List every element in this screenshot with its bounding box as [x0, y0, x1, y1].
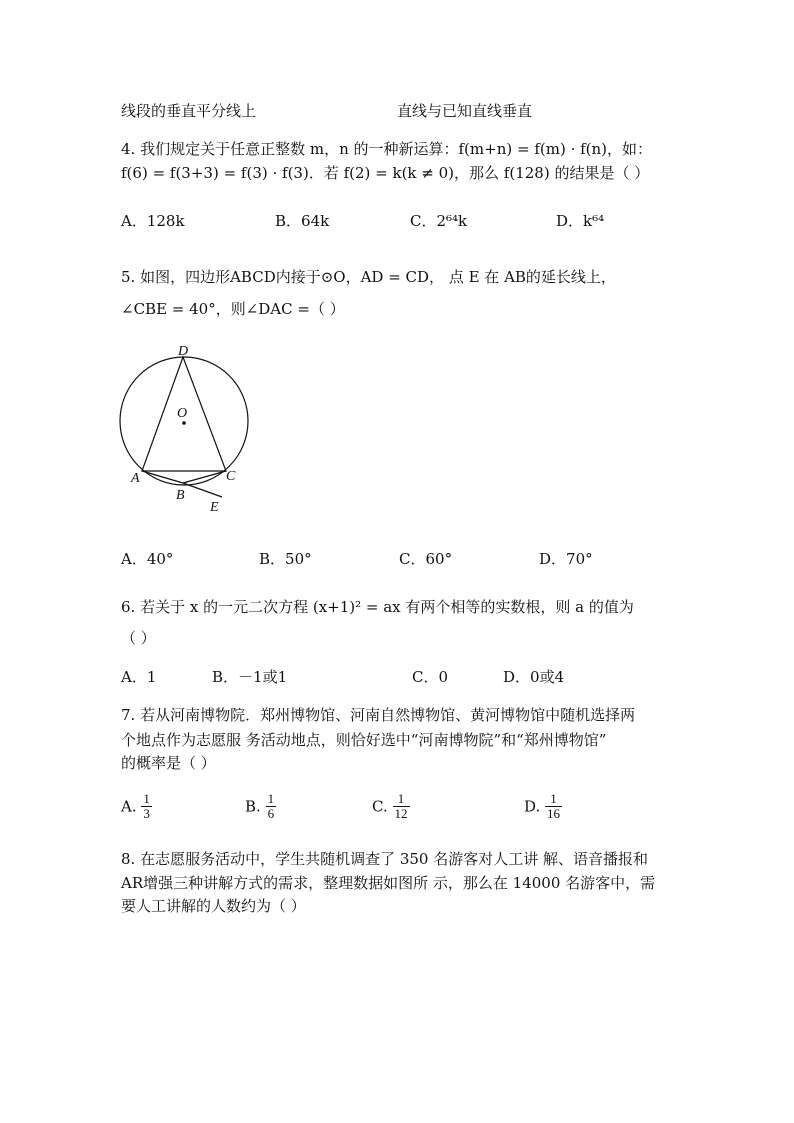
q7-option-d-numerator: 1: [545, 792, 562, 807]
q7-option-d-label: D.: [524, 797, 541, 816]
q7-line2: 个地点作为志愿服 务活动地点，则恰好选中“河南博物院”和“郑州博物馆”: [121, 731, 607, 749]
q7-option-c-label: C.: [372, 797, 388, 816]
label-b: B: [176, 488, 185, 503]
q5-option-b: B．50°: [259, 550, 312, 568]
q4-option-c: C．2⁶⁴k: [410, 212, 468, 230]
q4-option-b: B．64k: [275, 212, 330, 230]
q5-option-d: D．70°: [539, 550, 593, 568]
q7-option-b-denominator: 6: [267, 806, 275, 821]
q6-option-a: A．1: [121, 668, 157, 686]
q7-option-b-numerator: 1: [267, 791, 275, 806]
q6-option-c: C．0: [412, 668, 449, 686]
q4-line2: f(6) = f(3+3) = f(3) · f(3)．若 f(2) = k(k ≠ 0)，那么 f(128) 的结果是（ ）: [121, 164, 650, 182]
q4-line1: 4. 我们规定关于任意正整数 m，n 的一种新运算：f(m+n) = f(m) · f(n)，如：: [121, 140, 653, 158]
q4-option-a: A．128k: [121, 212, 185, 230]
q5-geometry-figure: [110, 345, 270, 515]
label-o: O: [177, 406, 188, 421]
circle-o: [120, 357, 248, 485]
q7-option-d-fraction: [545, 792, 562, 821]
label-e: E: [210, 500, 219, 515]
q7-option-b-fraction: [266, 792, 277, 821]
q7-option-b: [245, 792, 276, 821]
q8-line2: AR增强三种讲解方式的需求，整理数据如图所 示，那么在 14000 名游客中，需: [121, 874, 656, 892]
q6-line2: （ ）: [121, 629, 156, 647]
label-a: A: [131, 471, 140, 486]
q4-option-d: D．k⁶⁴: [556, 212, 605, 230]
q7-line3: 的概率是（ ）: [121, 754, 216, 772]
q8-line1: 8. 在志愿服务活动中，学生共随机调查了 350 名游客对人工讲 解、语音播报和: [121, 850, 649, 868]
label-c: C: [226, 469, 236, 484]
q7-option-a-denominator: 3: [143, 806, 150, 821]
center-point-o: [182, 421, 186, 425]
q7-option-b-label: B.: [245, 797, 261, 816]
top-line-left: 线段的垂直平分线上: [121, 102, 257, 120]
label-d: D: [178, 345, 189, 359]
q5-line2: ∠CBE = 40°，则∠DAC =（ ）: [121, 300, 345, 318]
q7-option-c: [372, 792, 410, 821]
q6-line1: 6. 若关于 x 的一元二次方程 (x+1)² = ax 有两个相等的实数根，则 a 的值为: [121, 598, 634, 616]
q7-option-a-numerator: 1: [143, 791, 150, 806]
q6-option-b: B．－1或1: [212, 668, 288, 686]
q7-option-a-fraction: [141, 792, 152, 821]
top-line-right: 直线与已知直线垂直: [397, 102, 533, 120]
q7-line1: 7. 若从河南博物院．郑州博物馆、河南自然博物馆、黄河博物馆中随机选择两: [121, 706, 636, 724]
q7-option-c-numerator: 1: [393, 792, 410, 807]
q7-option-c-denominator: 12: [394, 806, 408, 821]
q5-option-c: C．60°: [399, 550, 453, 568]
q7-option-c-fraction: [393, 792, 410, 821]
q7-option-d-denominator: 16: [547, 806, 561, 821]
q8-line3: 要人工讲解的人数约为（ ）: [121, 897, 306, 915]
q5-line1: 5. 如图，四边形ABCD内接于⊙O，AD = CD， 点 E 在 AB的延长线上，: [121, 268, 616, 286]
q7-option-d: [524, 792, 562, 821]
q7-option-a-label: A.: [121, 797, 137, 816]
q7-option-a: [121, 792, 152, 821]
q5-option-a: A．40°: [121, 550, 174, 568]
q6-option-d: D．0或4: [503, 668, 565, 686]
